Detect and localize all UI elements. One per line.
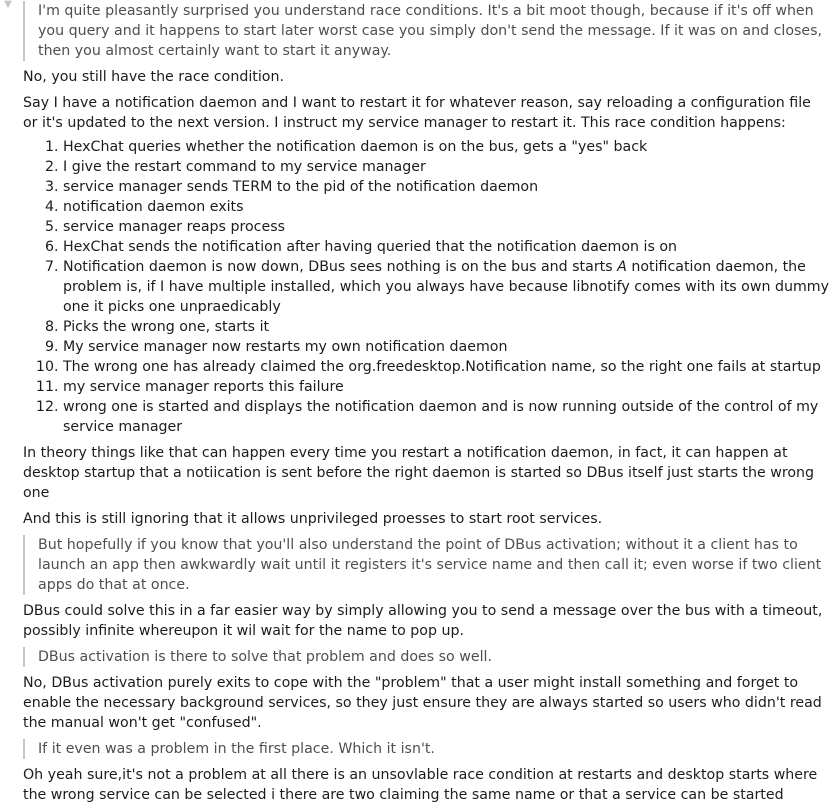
paragraph: No, DBus activation purely exits to cope with the "problem" that a user might install something and forget to enable the necessary background services, so they just ensure they are always started so users who didn't read the manual won't get "confused".	[23, 675, 822, 731]
list-item: 11. my service manager reports this failure	[63, 377, 829, 397]
downvote-arrow-icon[interactable]: ▼	[4, 0, 12, 10]
paragraph: Oh yeah sure,it's not a problem at all there is an unsovlable race condition at restarts and desktop starts where the wrong service can be selected i there are two claiming the same name or that a service can be started	[23, 767, 818, 803]
list-item: 9. My service manager now restarts my own notification daemon	[63, 337, 829, 357]
quote-text: I'm quite pleasantly surprised you understand race conditions. It's a bit moot though, because if it's off when you query and it happens to start later worst case you simply don't send the message. If it was on and closes, then you almost certainly want to start it anyway.	[38, 3, 823, 59]
list-item: 1. HexChat queries whether the notification daemon is on the bus, gets a "yes" back	[63, 137, 829, 157]
paragraph: DBus could solve this in a far easier way by simply allowing you to send a message over the bus with a timeout, possibly infinite whereupon it wil wait for the name to pop up.	[23, 603, 823, 639]
list-item: 5. service manager reaps process	[63, 217, 829, 237]
list-item: 6. HexChat sends the notification after having queried that the notification daemon is on	[63, 237, 829, 257]
list-item: 2. I give the restart command to my service manager	[63, 157, 829, 177]
list-item: 8. Picks the wrong one, starts it	[63, 317, 829, 337]
list-item: 3. service manager sends TERM to the pid of the notification daemon	[63, 177, 829, 197]
quote-text: If it even was a problem in the first place. Which it isn't.	[38, 741, 435, 757]
list-item: 12. wrong one is started and displays the notification daemon and is now running outside of the control of my service manager	[63, 397, 829, 437]
paragraph: Say I have a notification daemon and I want to restart it for whatever reason, say reloading a configuration file or it's updated to the next version. I instruct my service manager to restart it. This race condition happens:	[23, 95, 811, 131]
emphasis: A	[617, 259, 627, 275]
blockquote	[23, 739, 829, 759]
paragraph: No, you still have the race condition.	[23, 69, 284, 85]
list-item-text: Notification daemon is now down, DBus sees nothing is on the bus and starts	[63, 259, 618, 275]
quote-text: DBus activation is there to solve that problem and does so well.	[38, 649, 492, 665]
comment-body	[23, 0, 829, 805]
list-item: 10. The wrong one has already claimed the org.freedesktop.Notification name, so the right one fails at startup	[63, 357, 829, 377]
paragraph: And this is still ignoring that it allows unprivileged proesses to start root services.	[23, 511, 603, 527]
quote-text: But hopefully if you know that you'll also understand the point of DBus activation; without it a client has to launch an app then awkwardly wait until it registers it's service name and then call it; even worse if two client apps do that at once.	[38, 537, 822, 593]
list-item: 4. notification daemon exits	[63, 197, 829, 217]
list-item	[63, 257, 829, 317]
numbered-list	[23, 137, 829, 437]
blockquote	[23, 535, 829, 595]
list-item-text: notification daemon, the problem is, if I have multiple installed, which you always have because libnotify comes with its own dummy one it picks one unpraedicably	[63, 259, 829, 315]
paragraph: In theory things like that can happen every time you restart a notification daemon, in fact, it can happen at desktop startup that a notiication is sent before the right daemon is started so DBus itself just starts the wrong one	[23, 445, 815, 501]
blockquote	[23, 647, 829, 667]
blockquote	[23, 1, 829, 61]
